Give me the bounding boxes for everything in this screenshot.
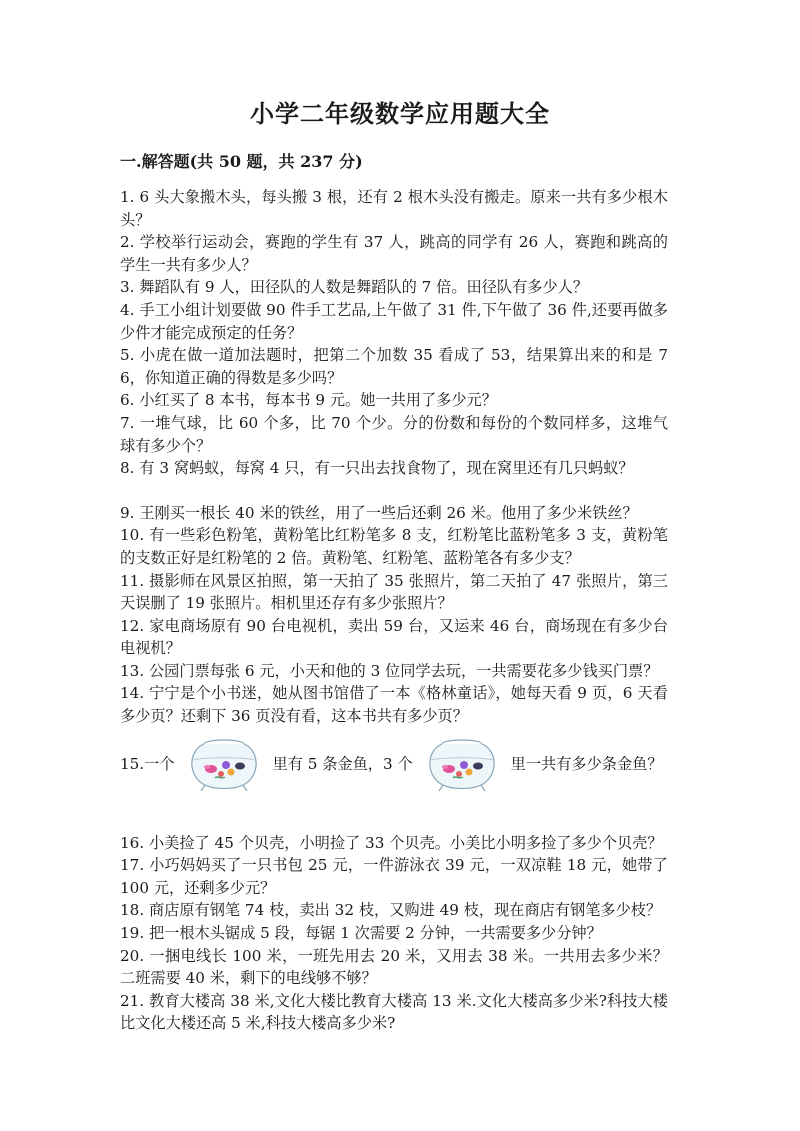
question-item: 5. 小虎在做一道加法题时，把第二个加数 35 看成了 53，结果算出来的和是 76，你知道正确的得数是多少吗？ <box>120 346 668 387</box>
page-title: 小学二年级数学应用题大全 <box>250 99 550 128</box>
question-15-text-part1: 15.一个 <box>120 755 175 774</box>
section-heading: 一.解答题(共 50 题，共 237 分) <box>120 152 363 171</box>
question-15-text-part2: 里有 5 条金鱼，3 个 <box>272 755 413 774</box>
question-item: 4. 手工小组计划要做 90 件手工艺品,上午做了 31 件,下午做了 36 件,还要再做多少件才能完成预定的任务？ <box>120 300 668 342</box>
question-list <box>120 186 668 1035</box>
question-item: 14. 宁宁是个小书迷，她从图书馆借了一本《格林童话》，她每天看 9 页，6 天看多少页？还剩下 36 页没有看，这本书共有多少页？ <box>120 684 668 726</box>
question-item-15 <box>120 736 668 794</box>
question-item: 11. 摄影师在风景区拍照，第一天拍了 35 张照片，第二天拍了 47 张照片，第三天误删了 19 张照片。相机里还存有多少张照片？ <box>120 571 668 613</box>
question-item: 8. 有 3 窝蚂蚁，每窝 4 只，有一只出去找食物了，现在窝里还有几只蚂蚁？ <box>120 459 634 478</box>
question-item: 1. 6 头大象搬木头，每头搬 3 根，还有 2 根木头没有搬走。原来一共有多少根木头？ <box>120 188 668 229</box>
question-item: 19. 把一根木头锯成 5 段，每锯 1 次需要 2 分钟，一共需要多少分钟？ <box>120 924 602 943</box>
question-item: 3. 舞蹈队有 9 人，田径队的人数是舞蹈队的 7 倍。田径队有多少人？ <box>120 278 589 297</box>
question-item: 9. 王刚买一根长 40 米的铁丝，用了一些后还剩 26 米。他用了多少米铁丝？ <box>120 503 638 522</box>
question-item: 2. 学校举行运动会，赛跑的学生有 37 人，跳高的同学有 26 人，赛跑和跳高的学生一共有多少人？ <box>120 233 668 274</box>
question-item: 16. 小美捡了 45 个贝壳，小明捡了 33 个贝壳。小美比小明多捡了多少个贝壳？ <box>120 833 663 852</box>
fishbowl-icon <box>185 736 263 794</box>
question-item: 10. 有一些彩色粉笔，黄粉笔比红粉笔多 8 支，红粉笔比蓝粉笔多 3 支，黄粉笔的支数正好是红粉笔的 2 倍。黄粉笔、红粉笔、蓝粉笔各有多少支？ <box>120 526 668 567</box>
question-item: 6. 小红买了 8 本书，每本书 9 元。她一共用了多少元？ <box>120 391 497 410</box>
question-item: 21. 教育大楼高 38 米,文化大楼比教育大楼高 13 米.文化大楼高多少米?科技大楼比文化大楼还高 5 米,科技大楼高多少米? <box>120 991 668 1033</box>
question-item: 17. 小巧妈妈买了一只书包 25 元，一件游泳衣 39 元，一双凉鞋 18 元，她带了 100 元，还剩多少元？ <box>120 856 668 897</box>
question-item: 18. 商店原有钢笔 74 枝，卖出 32 枝，又购进 49 枝，现在商店有钢笔多少枝？ <box>120 901 662 920</box>
question-15-text-part3: 里一共有多少条金鱼？ <box>510 755 663 774</box>
question-item: 7. 一堆气球，比 60 个多，比 70 个少。分的份数和每份的个数同样多，这堆气球有多少个？ <box>120 413 668 455</box>
question-item: 20. 一捆电线长 100 米，一班先用去 20 米，又用去 38 米。一共用去多少米？二班需要 40 米，剩下的电线够不够？ <box>120 946 668 988</box>
question-item: 13. 公园门票每张 6 元，小天和他的 3 位同学去玩，一共需要花多少钱买门票？ <box>120 661 659 680</box>
fishbowl-icon <box>423 736 501 794</box>
question-item: 12. 家电商场原有 90 台电视机，卖出 59 台，又运来 46 台，商场现在有多少台电视机？ <box>120 616 668 658</box>
